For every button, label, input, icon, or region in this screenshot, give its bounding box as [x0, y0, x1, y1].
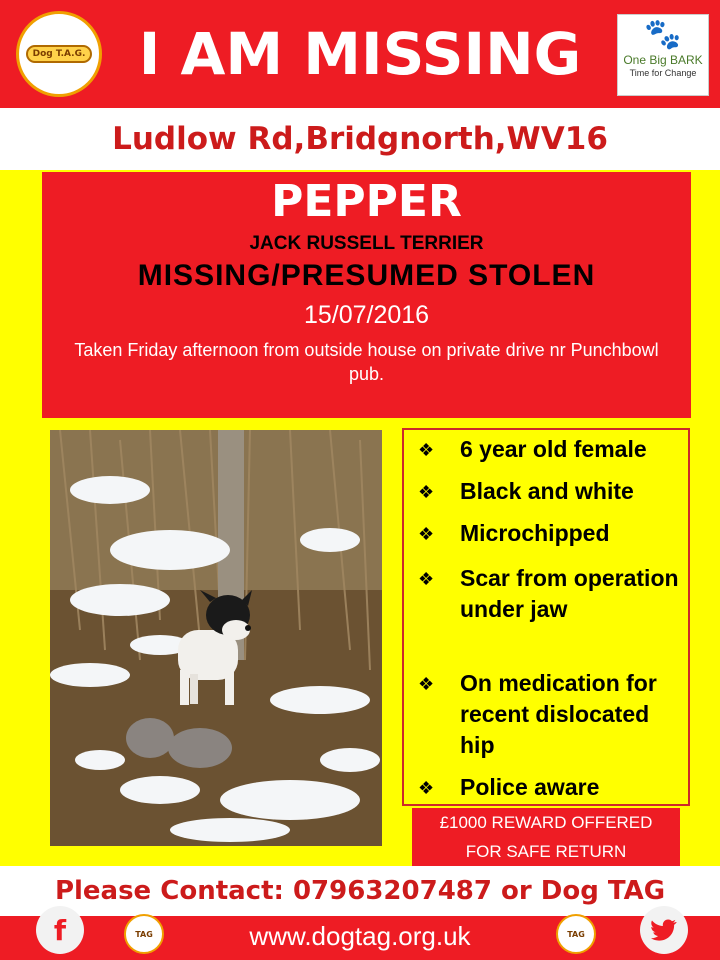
list-item: ❖ 6 year old female [418, 434, 686, 466]
list-item: ❖ Black and white [418, 476, 686, 508]
dog-tag-logo-small: TAG [124, 914, 164, 954]
pet-facts-list [402, 428, 690, 806]
pet-name: PEPPER [271, 176, 462, 227]
paw-icon: 🐾 [644, 18, 682, 51]
logo-text: Dog T.A.G. [26, 45, 93, 63]
dog-photo [50, 430, 382, 846]
facebook-icon[interactable]: f [36, 906, 84, 954]
pet-breed: JACK RUSSELL TERRIER [249, 233, 484, 254]
website-link[interactable]: www.dogtag.org.uk [249, 921, 471, 951]
diamond-bullet-icon: ❖ [418, 674, 435, 694]
contact-info: Please Contact: 07963207487 or Dog TAG [54, 876, 666, 906]
diamond-bullet-icon: ❖ [418, 569, 435, 589]
twitter-icon[interactable] [640, 906, 688, 954]
diamond-bullet-icon: ❖ [418, 524, 435, 544]
list-item: ❖ Police aware [418, 772, 686, 804]
partner-tagline: Time for Change [629, 68, 697, 78]
reward-line-1: £1000 REWARD OFFERED [439, 813, 653, 832]
reward-banner [412, 808, 680, 866]
partner-name: One Big BARK [623, 53, 703, 67]
pet-status: MISSING/PRESUMED STOLEN [137, 259, 596, 292]
reward-line-2: FOR SAFE RETURN [465, 842, 627, 861]
header-band [0, 0, 720, 108]
diamond-bullet-icon: ❖ [418, 440, 435, 460]
footer-band [0, 916, 720, 960]
diamond-bullet-icon: ❖ [418, 778, 435, 798]
partner-logo [617, 14, 709, 96]
missing-date: 15/07/2016 [303, 301, 430, 329]
pet-info-panel [42, 172, 691, 418]
poster-title: I AM MISSING [138, 20, 582, 88]
address-band [0, 108, 720, 170]
diamond-bullet-icon: ❖ [418, 482, 435, 502]
missing-description: Taken Friday afternoon from outside house on private drive nr Punchbowl pub. [74, 340, 659, 384]
list-item: ❖ On medication for recent dislocated hip [418, 668, 686, 761]
dog-tag-logo-small: TAG [556, 914, 596, 954]
location-address: Ludlow Rd,Bridgnorth,WV16 [112, 121, 608, 157]
list-item: ❖ Scar from operation under jaw [418, 563, 686, 625]
dog-tag-logo [16, 11, 102, 97]
contact-band [0, 866, 720, 916]
list-item: ❖ Microchipped [418, 518, 686, 550]
